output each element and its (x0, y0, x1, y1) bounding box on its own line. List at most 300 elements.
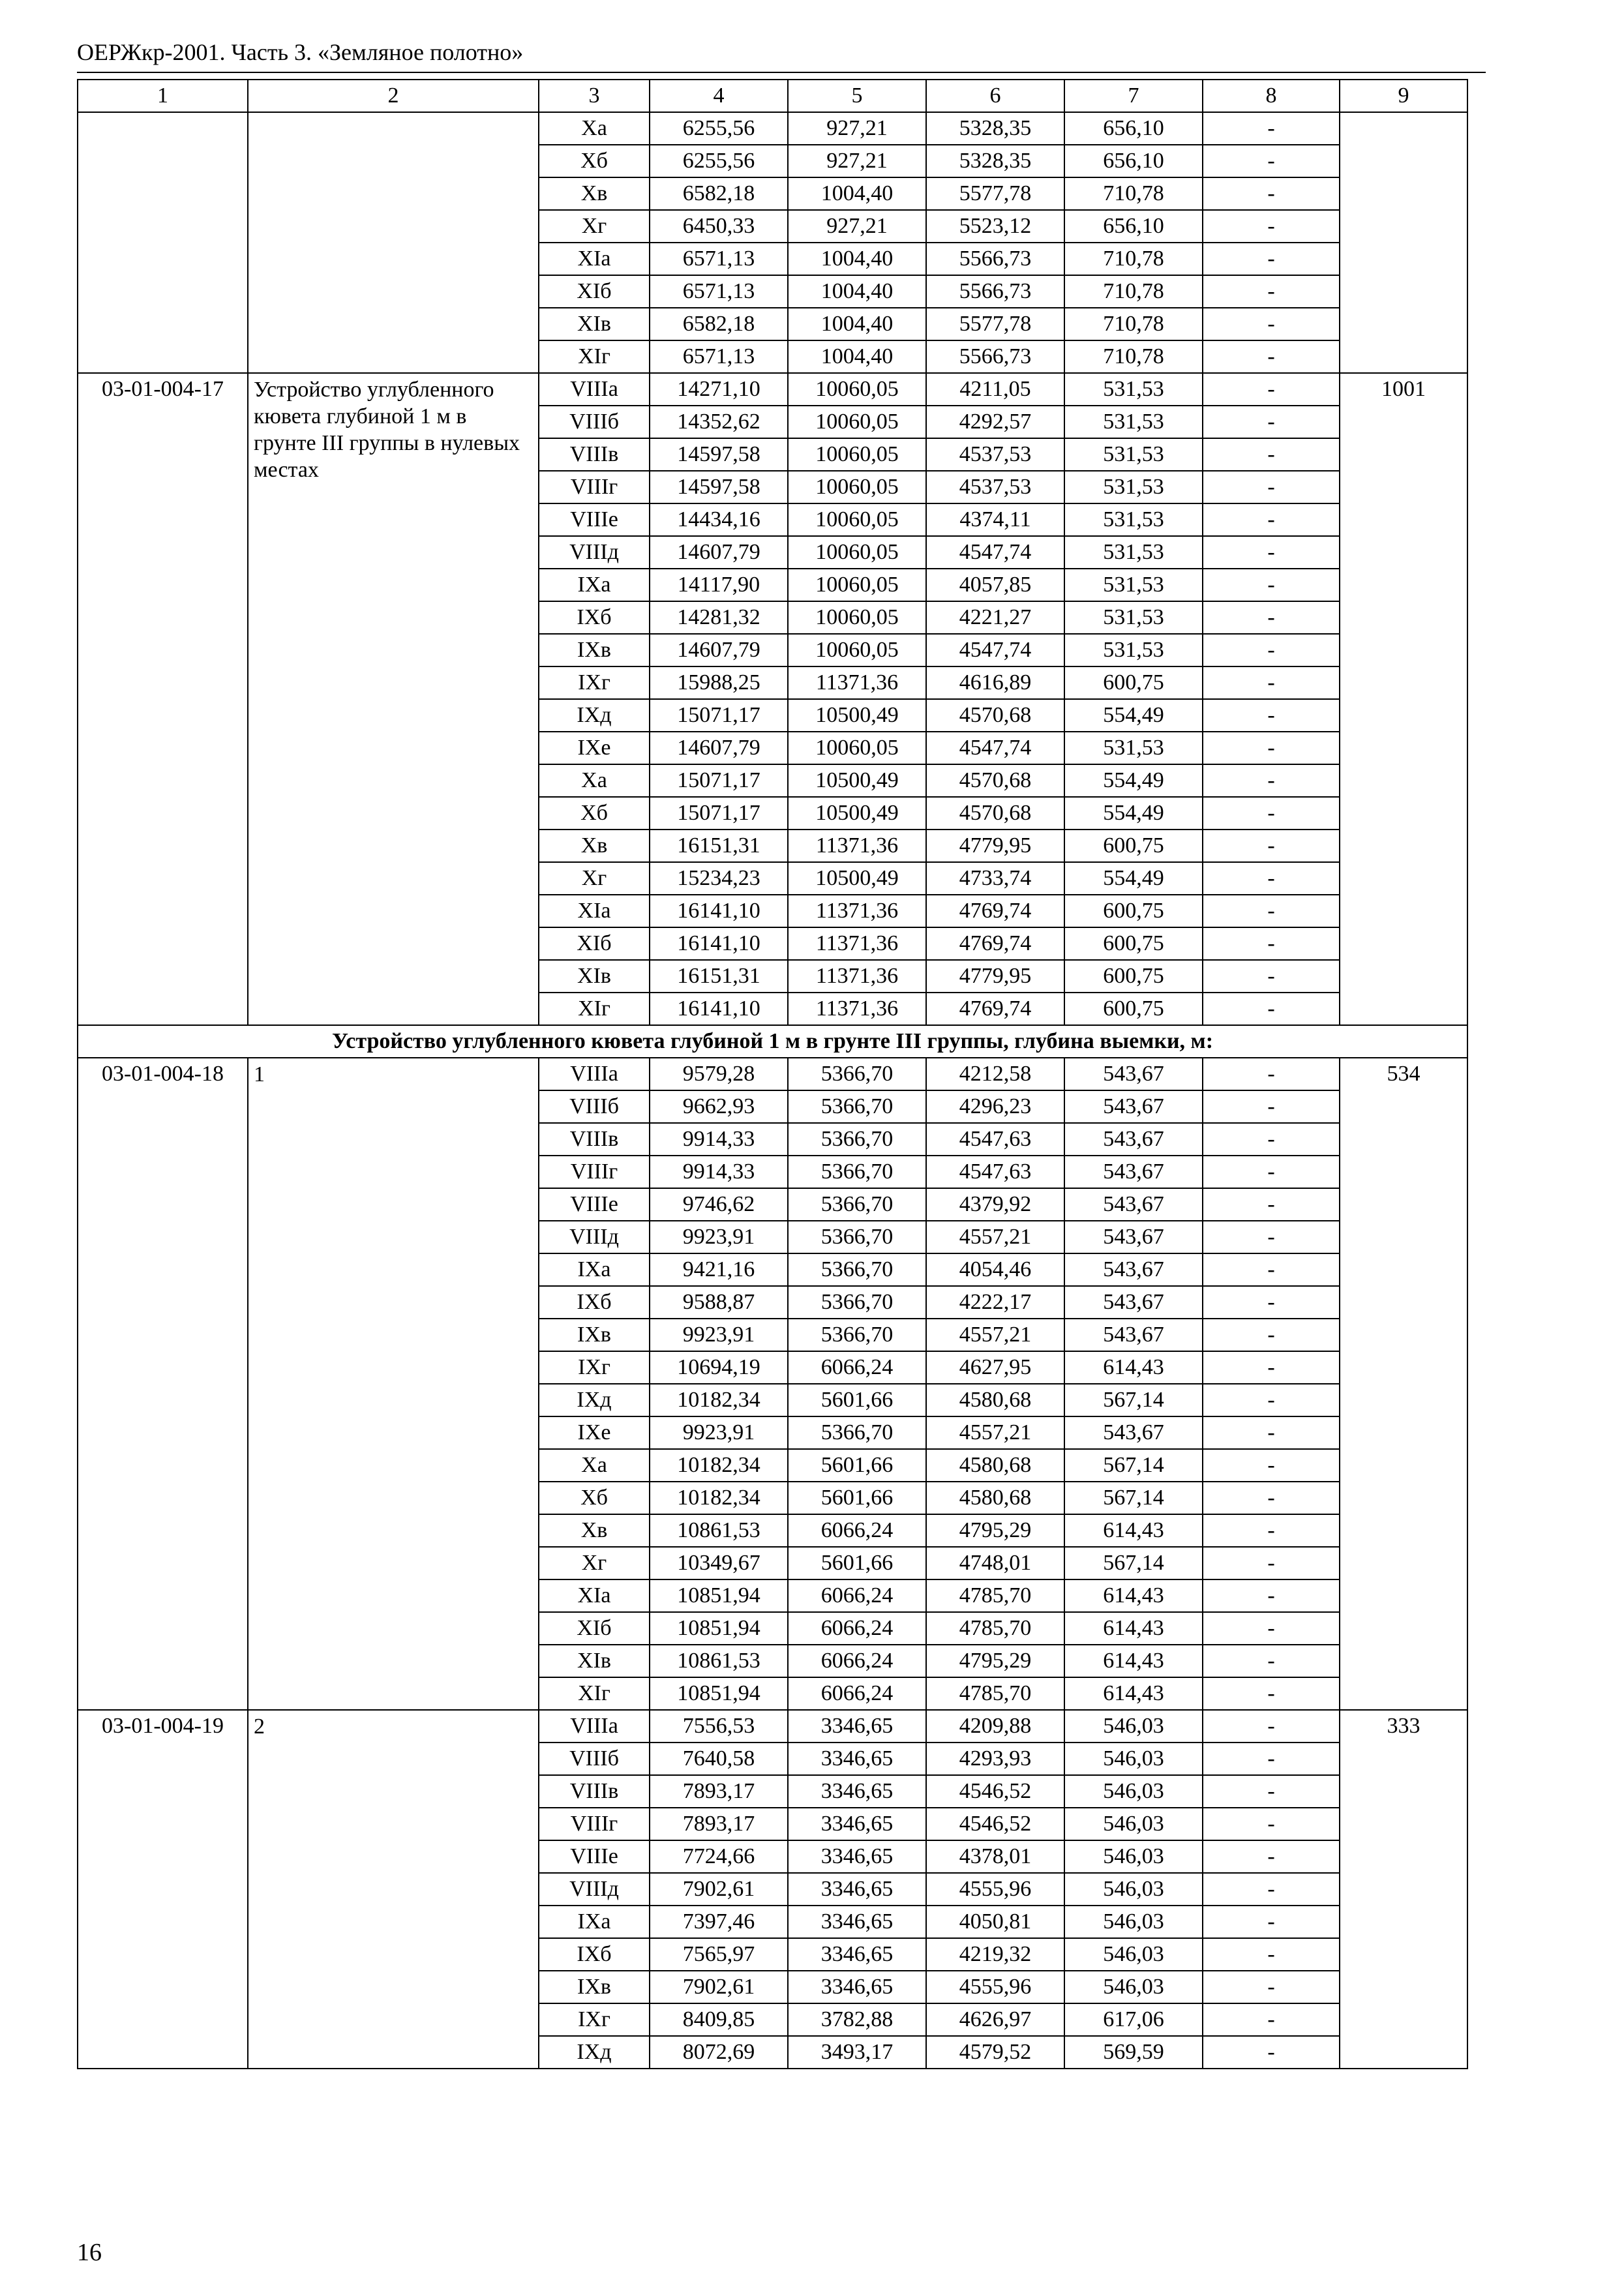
zone-cell: XIб (539, 275, 650, 308)
value-cell: 4547,63 (926, 1156, 1064, 1188)
value-cell: - (1203, 993, 1340, 1025)
value-cell: 4374,11 (926, 503, 1064, 536)
value-cell: - (1203, 1547, 1340, 1579)
value-cell: 5566,73 (926, 340, 1064, 373)
value-cell: 567,14 (1064, 1449, 1203, 1482)
col9-cell: 1001 (1340, 373, 1467, 1025)
value-cell: 15234,23 (650, 862, 788, 895)
zone-cell: Xв (539, 1514, 650, 1547)
value-cell: 546,03 (1064, 1710, 1203, 1743)
zone-cell: Xв (539, 830, 650, 862)
value-cell: 5328,35 (926, 145, 1064, 177)
value-cell: 14597,58 (650, 471, 788, 503)
value-cell: 543,67 (1064, 1319, 1203, 1351)
value-cell: 4379,92 (926, 1188, 1064, 1221)
value-cell: 4211,05 (926, 373, 1064, 406)
value-cell: 9588,87 (650, 1286, 788, 1319)
table-row (78, 1058, 1467, 1090)
value-cell: - (1203, 830, 1340, 862)
value-cell: 6450,33 (650, 210, 788, 243)
zone-cell: IXб (539, 1938, 650, 1971)
value-cell: 4378,01 (926, 1840, 1064, 1873)
value-cell: 4547,74 (926, 536, 1064, 569)
zone-cell: Xб (539, 145, 650, 177)
value-cell: - (1203, 1906, 1340, 1938)
value-cell: - (1203, 569, 1340, 601)
value-cell: 710,78 (1064, 243, 1203, 275)
value-cell: 6582,18 (650, 308, 788, 340)
work-name-cell: 2 (248, 1710, 539, 2069)
value-cell: - (1203, 1775, 1340, 1808)
value-cell: 7397,46 (650, 1906, 788, 1938)
value-cell: 554,49 (1064, 699, 1203, 732)
value-cell: 10861,53 (650, 1514, 788, 1547)
value-cell: 4785,70 (926, 1677, 1064, 1710)
value-cell: 3346,65 (788, 1906, 926, 1938)
value-cell: 5366,70 (788, 1123, 926, 1156)
value-cell: 531,53 (1064, 569, 1203, 601)
value-cell: - (1203, 1645, 1340, 1677)
value-cell: 10060,05 (788, 438, 926, 471)
value-cell: 16141,10 (650, 895, 788, 927)
value-cell: - (1203, 1156, 1340, 1188)
value-cell: - (1203, 503, 1340, 536)
column-number-header: 7 (1064, 80, 1203, 112)
value-cell: 543,67 (1064, 1090, 1203, 1123)
value-cell: 4219,32 (926, 1938, 1064, 1971)
value-cell: 7902,61 (650, 1873, 788, 1906)
value-cell: 5366,70 (788, 1319, 926, 1351)
value-cell: 4570,68 (926, 764, 1064, 797)
value-cell: 14434,16 (650, 503, 788, 536)
value-cell: 546,03 (1064, 1808, 1203, 1840)
value-cell: 4222,17 (926, 1286, 1064, 1319)
value-cell: 3346,65 (788, 1710, 926, 1743)
value-cell: - (1203, 2003, 1340, 2036)
value-cell: 6066,24 (788, 1579, 926, 1612)
value-cell: 15071,17 (650, 797, 788, 830)
value-cell: 4769,74 (926, 895, 1064, 927)
value-cell: 567,14 (1064, 1547, 1203, 1579)
zone-cell: Xв (539, 177, 650, 210)
value-cell: - (1203, 275, 1340, 308)
zone-cell: Xa (539, 764, 650, 797)
table-row (78, 112, 1467, 145)
value-cell: 5366,70 (788, 1286, 926, 1319)
zone-cell: VIIIв (539, 438, 650, 471)
col9-cell: 534 (1340, 1058, 1467, 1710)
value-cell: - (1203, 1449, 1340, 1482)
value-cell: 3346,65 (788, 1808, 926, 1840)
value-cell: 5566,73 (926, 243, 1064, 275)
value-cell: 10060,05 (788, 569, 926, 601)
value-cell: 543,67 (1064, 1058, 1203, 1090)
value-cell: 8409,85 (650, 2003, 788, 2036)
zone-cell: VIIIб (539, 1743, 650, 1775)
value-cell: 10694,19 (650, 1351, 788, 1384)
value-cell: 546,03 (1064, 1971, 1203, 2003)
zone-cell: XIб (539, 927, 650, 960)
value-cell: 4209,88 (926, 1710, 1064, 1743)
zone-cell: IXв (539, 1319, 650, 1351)
column-number-header-row (78, 80, 1467, 112)
zone-cell: VIIIе (539, 1840, 650, 1873)
value-cell: 4221,27 (926, 601, 1064, 634)
value-cell: - (1203, 1416, 1340, 1449)
value-cell: - (1203, 112, 1340, 145)
value-cell: 4580,68 (926, 1384, 1064, 1416)
value-cell: 10861,53 (650, 1645, 788, 1677)
value-cell: - (1203, 601, 1340, 634)
value-cell: 656,10 (1064, 210, 1203, 243)
value-cell: 6571,13 (650, 340, 788, 373)
value-cell: - (1203, 471, 1340, 503)
value-cell: - (1203, 210, 1340, 243)
value-cell: - (1203, 1058, 1340, 1090)
value-cell: 4547,74 (926, 634, 1064, 666)
value-cell: 6571,13 (650, 243, 788, 275)
value-cell: 531,53 (1064, 601, 1203, 634)
value-cell: 927,21 (788, 210, 926, 243)
value-cell: 600,75 (1064, 830, 1203, 862)
value-cell: 4785,70 (926, 1612, 1064, 1645)
value-cell: 10060,05 (788, 732, 926, 764)
value-cell: 5566,73 (926, 275, 1064, 308)
value-cell: 14597,58 (650, 438, 788, 471)
value-cell: 10182,34 (650, 1384, 788, 1416)
value-cell: 14607,79 (650, 634, 788, 666)
zone-cell: IXг (539, 2003, 650, 2036)
zone-cell: VIIIе (539, 503, 650, 536)
value-cell: 3346,65 (788, 1840, 926, 1873)
value-cell: 10060,05 (788, 634, 926, 666)
value-cell: 7724,66 (650, 1840, 788, 1873)
value-cell: 5601,66 (788, 1482, 926, 1514)
table-row (78, 373, 1467, 406)
zone-cell: VIIIг (539, 1156, 650, 1188)
value-cell: - (1203, 699, 1340, 732)
column-number-header: 8 (1203, 80, 1340, 112)
value-cell: - (1203, 1971, 1340, 2003)
zone-cell: XIa (539, 1579, 650, 1612)
value-cell: - (1203, 1286, 1340, 1319)
value-cell: 4212,58 (926, 1058, 1064, 1090)
value-cell: 3493,17 (788, 2036, 926, 2069)
column-number-header: 5 (788, 80, 926, 112)
value-cell: - (1203, 927, 1340, 960)
value-cell: 4546,52 (926, 1808, 1064, 1840)
value-cell: 4570,68 (926, 797, 1064, 830)
value-cell: 10500,49 (788, 797, 926, 830)
value-cell: 7556,53 (650, 1710, 788, 1743)
value-cell: 531,53 (1064, 536, 1203, 569)
zone-cell: Xб (539, 797, 650, 830)
value-cell: 4769,74 (926, 927, 1064, 960)
column-number-header: 9 (1340, 80, 1467, 112)
value-cell: 11371,36 (788, 666, 926, 699)
value-cell: - (1203, 1808, 1340, 1840)
value-cell: 10182,34 (650, 1482, 788, 1514)
page-number: 16 (77, 2239, 102, 2266)
value-cell: 543,67 (1064, 1188, 1203, 1221)
value-cell: - (1203, 960, 1340, 993)
value-cell: 7640,58 (650, 1743, 788, 1775)
value-cell: 531,53 (1064, 438, 1203, 471)
value-cell: 4779,95 (926, 960, 1064, 993)
value-cell: 4555,96 (926, 1971, 1064, 2003)
value-cell: 9579,28 (650, 1058, 788, 1090)
value-cell: - (1203, 732, 1340, 764)
value-cell: 4795,29 (926, 1514, 1064, 1547)
value-cell: 1004,40 (788, 308, 926, 340)
value-cell: 7893,17 (650, 1775, 788, 1808)
value-cell: 4557,21 (926, 1319, 1064, 1351)
value-cell: - (1203, 1253, 1340, 1286)
value-cell: 656,10 (1064, 112, 1203, 145)
value-cell: 4769,74 (926, 993, 1064, 1025)
value-cell: 3346,65 (788, 1971, 926, 2003)
value-cell: 14271,10 (650, 373, 788, 406)
value-cell: 614,43 (1064, 1645, 1203, 1677)
zone-cell: XIa (539, 243, 650, 275)
value-cell: 10060,05 (788, 536, 926, 569)
value-cell: - (1203, 1677, 1340, 1710)
value-cell: 4779,95 (926, 830, 1064, 862)
value-cell: - (1203, 1873, 1340, 1906)
value-cell: - (1203, 1482, 1340, 1514)
zone-cell: VIIIг (539, 471, 650, 503)
value-cell: 4570,68 (926, 699, 1064, 732)
value-cell: - (1203, 373, 1340, 406)
value-cell: 9923,91 (650, 1221, 788, 1253)
value-cell: 7893,17 (650, 1808, 788, 1840)
zone-cell: IXв (539, 634, 650, 666)
value-cell: 710,78 (1064, 177, 1203, 210)
zone-cell: Xб (539, 1482, 650, 1514)
value-cell: 4795,29 (926, 1645, 1064, 1677)
value-cell: 554,49 (1064, 797, 1203, 830)
rate-code-cell: 03-01-004-17 (78, 373, 248, 1025)
zone-cell: XIв (539, 960, 650, 993)
value-cell: - (1203, 764, 1340, 797)
zone-cell: VIIIб (539, 406, 650, 438)
value-cell: 567,14 (1064, 1384, 1203, 1416)
zone-cell: VIIIе (539, 1188, 650, 1221)
value-cell: 10182,34 (650, 1449, 788, 1482)
value-cell: - (1203, 1123, 1340, 1156)
zone-cell: VIIIa (539, 1710, 650, 1743)
value-cell: 617,06 (1064, 2003, 1203, 2036)
value-cell: 6066,24 (788, 1351, 926, 1384)
value-cell: - (1203, 243, 1340, 275)
value-cell: 11371,36 (788, 927, 926, 960)
value-cell: - (1203, 1938, 1340, 1971)
value-cell: 4537,53 (926, 471, 1064, 503)
rate-code-cell: 03-01-004-18 (78, 1058, 248, 1710)
value-cell: - (1203, 308, 1340, 340)
zone-cell: IXб (539, 1286, 650, 1319)
zone-cell: Xa (539, 1449, 650, 1482)
value-cell: 1004,40 (788, 177, 926, 210)
value-cell: 3782,88 (788, 2003, 926, 2036)
value-cell: 7565,97 (650, 1938, 788, 1971)
zone-cell: XIг (539, 340, 650, 373)
value-cell: 4627,95 (926, 1351, 1064, 1384)
value-cell: 10060,05 (788, 601, 926, 634)
column-number-header: 4 (650, 80, 788, 112)
value-cell: 16141,10 (650, 993, 788, 1025)
value-cell: - (1203, 1579, 1340, 1612)
zone-cell: IXa (539, 569, 650, 601)
value-cell: 6066,24 (788, 1514, 926, 1547)
value-cell: - (1203, 438, 1340, 471)
value-cell: 1004,40 (788, 275, 926, 308)
value-cell: 4557,21 (926, 1221, 1064, 1253)
value-cell: 10500,49 (788, 862, 926, 895)
value-cell: 6255,56 (650, 145, 788, 177)
value-cell: 546,03 (1064, 1906, 1203, 1938)
value-cell: 614,43 (1064, 1579, 1203, 1612)
value-cell: 5523,12 (926, 210, 1064, 243)
value-cell: 531,53 (1064, 732, 1203, 764)
value-cell: 4057,85 (926, 569, 1064, 601)
value-cell: 7902,61 (650, 1971, 788, 2003)
value-cell: - (1203, 1514, 1340, 1547)
value-cell: 4293,93 (926, 1743, 1064, 1775)
value-cell: 710,78 (1064, 308, 1203, 340)
value-cell: - (1203, 797, 1340, 830)
value-cell: 554,49 (1064, 764, 1203, 797)
zone-cell: IXд (539, 2036, 650, 2069)
value-cell: 10851,94 (650, 1677, 788, 1710)
value-cell: 14117,90 (650, 569, 788, 601)
rates-table (77, 79, 1468, 2069)
value-cell: 14352,62 (650, 406, 788, 438)
value-cell: 8072,69 (650, 2036, 788, 2069)
value-cell: 531,53 (1064, 471, 1203, 503)
value-cell: - (1203, 177, 1340, 210)
value-cell: 15988,25 (650, 666, 788, 699)
value-cell: 554,49 (1064, 862, 1203, 895)
value-cell: 9923,91 (650, 1416, 788, 1449)
value-cell: 16141,10 (650, 927, 788, 960)
value-cell: 543,67 (1064, 1123, 1203, 1156)
value-cell: 6571,13 (650, 275, 788, 308)
value-cell: - (1203, 666, 1340, 699)
zone-cell: XIг (539, 993, 650, 1025)
value-cell: 614,43 (1064, 1351, 1203, 1384)
value-cell: 546,03 (1064, 1873, 1203, 1906)
value-cell: 11371,36 (788, 895, 926, 927)
value-cell: 531,53 (1064, 503, 1203, 536)
value-cell: 5366,70 (788, 1253, 926, 1286)
zone-cell: VIIIa (539, 1058, 650, 1090)
value-cell: 4748,01 (926, 1547, 1064, 1579)
value-cell: 3346,65 (788, 1938, 926, 1971)
zone-cell: VIIIг (539, 1808, 650, 1840)
value-cell: 10060,05 (788, 406, 926, 438)
value-cell: 10349,67 (650, 1547, 788, 1579)
zone-cell: VIIIд (539, 1221, 650, 1253)
zone-cell: Xг (539, 210, 650, 243)
value-cell: 3346,65 (788, 1873, 926, 1906)
value-cell: 11371,36 (788, 960, 926, 993)
zone-cell: VIIIд (539, 1873, 650, 1906)
zone-cell: VIIIв (539, 1123, 650, 1156)
value-cell: 5366,70 (788, 1090, 926, 1123)
value-cell: 3346,65 (788, 1775, 926, 1808)
value-cell: - (1203, 1221, 1340, 1253)
value-cell: 600,75 (1064, 666, 1203, 699)
section-heading-row (78, 1025, 1467, 1058)
table-row (78, 1710, 1467, 1743)
value-cell: - (1203, 862, 1340, 895)
value-cell: 10060,05 (788, 471, 926, 503)
value-cell: - (1203, 1188, 1340, 1221)
value-cell: - (1203, 634, 1340, 666)
value-cell: 5366,70 (788, 1416, 926, 1449)
zone-cell: IXе (539, 1416, 650, 1449)
zone-cell: XIв (539, 308, 650, 340)
value-cell: 4050,81 (926, 1906, 1064, 1938)
value-cell: 15071,17 (650, 699, 788, 732)
value-cell: 4733,74 (926, 862, 1064, 895)
value-cell: 614,43 (1064, 1612, 1203, 1645)
value-cell: 600,75 (1064, 993, 1203, 1025)
value-cell: 600,75 (1064, 927, 1203, 960)
value-cell: 543,67 (1064, 1221, 1203, 1253)
value-cell: 614,43 (1064, 1677, 1203, 1710)
value-cell: 9914,33 (650, 1156, 788, 1188)
value-cell: 4546,52 (926, 1775, 1064, 1808)
value-cell: 6066,24 (788, 1677, 926, 1710)
zone-cell: IXе (539, 732, 650, 764)
value-cell: 10060,05 (788, 373, 926, 406)
value-cell: 6255,56 (650, 112, 788, 145)
value-cell: 543,67 (1064, 1416, 1203, 1449)
value-cell: 4054,46 (926, 1253, 1064, 1286)
value-cell: 600,75 (1064, 895, 1203, 927)
value-cell: 5601,66 (788, 1384, 926, 1416)
value-cell: 11371,36 (788, 830, 926, 862)
column-number-header: 2 (248, 80, 539, 112)
value-cell: 1004,40 (788, 340, 926, 373)
value-cell: - (1203, 1090, 1340, 1123)
value-cell: 546,03 (1064, 1775, 1203, 1808)
value-cell: 567,14 (1064, 1482, 1203, 1514)
value-cell: 531,53 (1064, 373, 1203, 406)
zone-cell: XIб (539, 1612, 650, 1645)
section-heading: Устройство углубленного кювета глубиной 1 м в грунте III группы, глубина выемки, м: (78, 1025, 1467, 1058)
value-cell: 927,21 (788, 112, 926, 145)
value-cell: 6582,18 (650, 177, 788, 210)
value-cell: 3346,65 (788, 1743, 926, 1775)
value-cell: 9662,93 (650, 1090, 788, 1123)
zone-cell: VIIIб (539, 1090, 650, 1123)
value-cell: 531,53 (1064, 634, 1203, 666)
value-cell: 710,78 (1064, 275, 1203, 308)
value-cell: 600,75 (1064, 960, 1203, 993)
value-cell: 614,43 (1064, 1514, 1203, 1547)
header-rule (77, 72, 1486, 73)
work-name-cell: Устройство углубленного кювета глубиной 1 м в грунте III группы в нулевых местах (248, 373, 539, 1025)
zone-cell: IXд (539, 1384, 650, 1416)
value-cell: - (1203, 1840, 1340, 1873)
value-cell: 543,67 (1064, 1286, 1203, 1319)
value-cell: 4580,68 (926, 1449, 1064, 1482)
value-cell: 531,53 (1064, 406, 1203, 438)
work-name-cell: 1 (248, 1058, 539, 1710)
